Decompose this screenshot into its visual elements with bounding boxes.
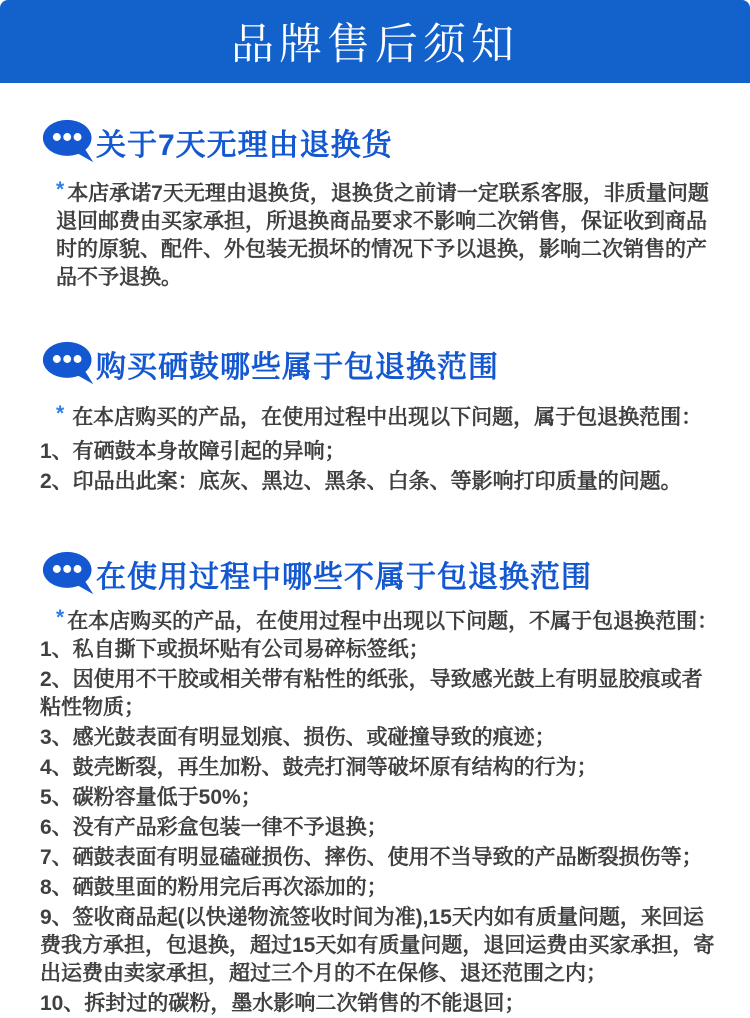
section-3-item-list — [0, 636, 750, 1018]
section-2-heading: 购买硒鼓哪些属于包退换范围 — [96, 350, 499, 384]
asterisk-marker: * — [56, 606, 65, 629]
section-1-intro-text: 本店承诺7天无理由退换货，退换货之前请一定联系客服，非质量问题退回邮费由买家承担，所退换商品要求不影响二次销售，保证收到商品时的原貌、配件、外包装无损坏的情况下予以退换，影响二次销售的产品不予退换。 — [56, 182, 709, 289]
list-item: 6、没有产品彩盒包装一律不予退换； — [40, 816, 388, 839]
list-item: 2、因使用不干胶或相关带有粘性的纸张，导致感光鼓上有明显胶痕或者粘性物质； — [40, 668, 703, 719]
list-item: 9、签收商品起(以快递物流签收时间为准),15天内如有质量问题，来回运费我方承担，包退换，超过15天如有质量问题，退回运费由买家承担，寄出运费由卖家承担，超过三个月的不在保修、退还范围之内； — [40, 906, 715, 985]
asterisk-marker: * — [56, 178, 65, 201]
section-2-header — [0, 341, 750, 386]
chat-bubble-icon — [42, 341, 96, 386]
section-1-header — [0, 119, 750, 164]
section-1-heading: 关于7天无理由退换货 — [96, 128, 393, 162]
list-item: 10、拆封过的碳粉，墨水影响二次销售的不能退回； — [40, 992, 526, 1015]
section-3-header — [0, 551, 750, 596]
section-2-intro — [0, 404, 750, 432]
section-1-intro — [0, 180, 750, 292]
list-item: 3、感光鼓表面有明显划痕、损伤、或碰撞导致的痕迹； — [40, 726, 556, 749]
chat-bubble-icon — [42, 551, 96, 596]
section-2-intro-text: 在本店购买的产品，在使用过程中出现以下问题，属于包退换范围： — [72, 406, 703, 429]
section-3-intro-text: 在本店购买的产品，在使用过程中出现以下问题，不属于包退换范围： — [67, 610, 719, 633]
list-item: 5、碳粉容量低于50%； — [40, 786, 262, 809]
list-item: 2、印品出此案：底灰、黑边、黑条、白条、等影响打印质量的问题。 — [40, 470, 682, 493]
section-7day-returns — [0, 119, 750, 292]
page-title: 品牌售后须知 — [231, 21, 519, 69]
section-2-item-list — [0, 438, 750, 496]
list-item: 4、鼓壳断裂，再生加粉、鼓壳打洞等破坏原有结构的行为； — [40, 756, 598, 779]
list-item: 1、有硒鼓本身故障引起的异响； — [40, 440, 346, 463]
section-not-returnable — [0, 551, 750, 1018]
section-return-scope — [0, 341, 750, 496]
section-3-intro — [0, 608, 750, 636]
list-item: 7、硒鼓表面有明显磕碰损伤、摔伤、使用不当导致的产品断裂损伤等； — [40, 846, 703, 869]
list-item: 1、私自撕下或损坏贴有公司易碎标签纸； — [40, 638, 430, 661]
section-3-heading: 在使用过程中哪些不属于包退换范围 — [96, 560, 592, 594]
banner — [0, 0, 750, 83]
list-item: 8、硒鼓里面的粉用完后再次添加的； — [40, 876, 388, 899]
asterisk-marker: * — [56, 402, 65, 425]
chat-bubble-icon — [42, 119, 96, 164]
